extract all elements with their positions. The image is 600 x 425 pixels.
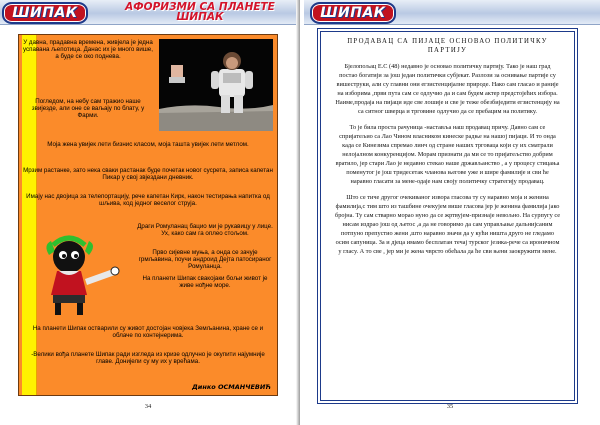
decorative-strip — [22, 35, 37, 395]
aphorism-8: На планети Шипак свакојаки бољи живот је живе нођне море. — [142, 275, 268, 290]
article-paragraph-1: Бјелопољац Е.С (48) недавно је основао политичку партију. Тако је наш град постао богатији за још један политички субјекат. Разлози за оснивање партије су вишеструки, али су главни они егзистенцијалне природе. Нако сам гласао и раније на изборима ,први пута сам се одлучио да и сам будем актер предстојећих избора. Наиме,продаја на пијаци иде све лошије и све је теже обезбиједити егзистенцију на са ситног шверца и трговине одлучио да се пребацим на политику. — [335, 63, 560, 115]
article-title: ПРОДАВАЦ СА ПИЈАЦЕ ОСНОВАО ПОЛИТИЧКУ ПАРТИЈУ — [347, 38, 548, 54]
aphorism-2: Погледом, на небу сам тражио наше звијезде, али оне се ваљају по блату, у Фарми. — [31, 98, 145, 120]
aphorism-7: Прво сијевне муња, а онда се зачује грмљавина, поучи андроид Дејта патосираног Ромуланца. — [138, 249, 272, 271]
article-body — [335, 62, 560, 263]
article-frame — [320, 31, 575, 401]
article-paragraph-3: Што се тиче другог очекиваног извора гласова ту су наравно моја и женина фамилија,с тим што из ташбине очекујем више гласова јер је женина фамилија јако бројна. Ту сам стварно морао нуно да се жртвујем-признаје невољно. На сурпугу се нисам издрао још од љетос ,а да не говоримо да сам управљање дальнијсаним потпуно препустио жени ,што наравно значи да у кући ништа друго не гледамо осим сапуница. За и дјеца имамо бесплатан течај турског језика-рече са ироничном у гласу. А то све , јер ми је жена чврсто обећала да ће сви њени заокружити мене. — [335, 194, 561, 255]
header-band — [0, 0, 296, 25]
aphorism-6: Драги Ромуланац бацио ми је рукавицу у лице. Ух, како сам га оплео стољом. — [137, 223, 273, 238]
aphorisms-box — [18, 34, 278, 396]
aphorism-3: Моја жена увијек лети бизнис класом, моја ташта увијек лети метлом. — [47, 141, 249, 148]
astronaut-photo — [159, 39, 273, 131]
cartoon-martian — [29, 225, 129, 321]
aphorism-10: -Велики вођа планете Шипак ради изгледа из кризе одлучно је окупити најумније главе. Донијели су му их у врећама. — [31, 351, 265, 366]
right-page — [300, 0, 600, 425]
aphorism-1: У давна, прадавна времена, живјела је једна успавана љепотица. Данас их је много више, а буде се око поднева. — [23, 39, 153, 61]
magazine-logo: ШИПАК — [2, 2, 88, 24]
aphorism-4: Мрзим растанке, зато нека сваки растанак буде почетак новог сусрета, записа капетан Пикар у свој звјездани дневник. — [23, 167, 273, 182]
aphorism-5: Имају нас двојица за телепортацију, рече капетан Кирк, након тестирања напитка од шљива, код једног веселог струја. — [26, 193, 270, 208]
magazine-logo: ШИПАК — [310, 2, 396, 24]
header-band — [304, 0, 600, 25]
article-paragraph-2: То је била проста рачуница -наставља наш продавац причу. Давно сам се спријатељио са Лао Чином власником кинеске радње на нашој пијаци. И то онда када се Кинезима спремао линч од стране наших трговаца који су их сматрали нелојалном конкуренцијом. Морам признати да ми се то пријатељство добрим вратило, јер стари Лао је недавно стекао наше држављанство , а у процесу стицања поменутог је још тридесетак чланова његове уже и шире фамилије и сви ће наравно гласати за мене-одаје нам своју политичку стратегију продавац. — [335, 124, 560, 185]
page-number: 34 — [144, 403, 152, 410]
section-title: АФОРИЗМИ СА ПЛАНЕТЕ ШИПАК — [125, 1, 275, 23]
aphorism-9: На планети Шипак остварили су живот достојан човјека Земљанина, хране се и облаче по контејнерима. — [32, 325, 264, 340]
page-number: 35 — [446, 403, 454, 410]
author-signature: Динко ОСМАНЧЕВИЋ — [191, 382, 271, 391]
